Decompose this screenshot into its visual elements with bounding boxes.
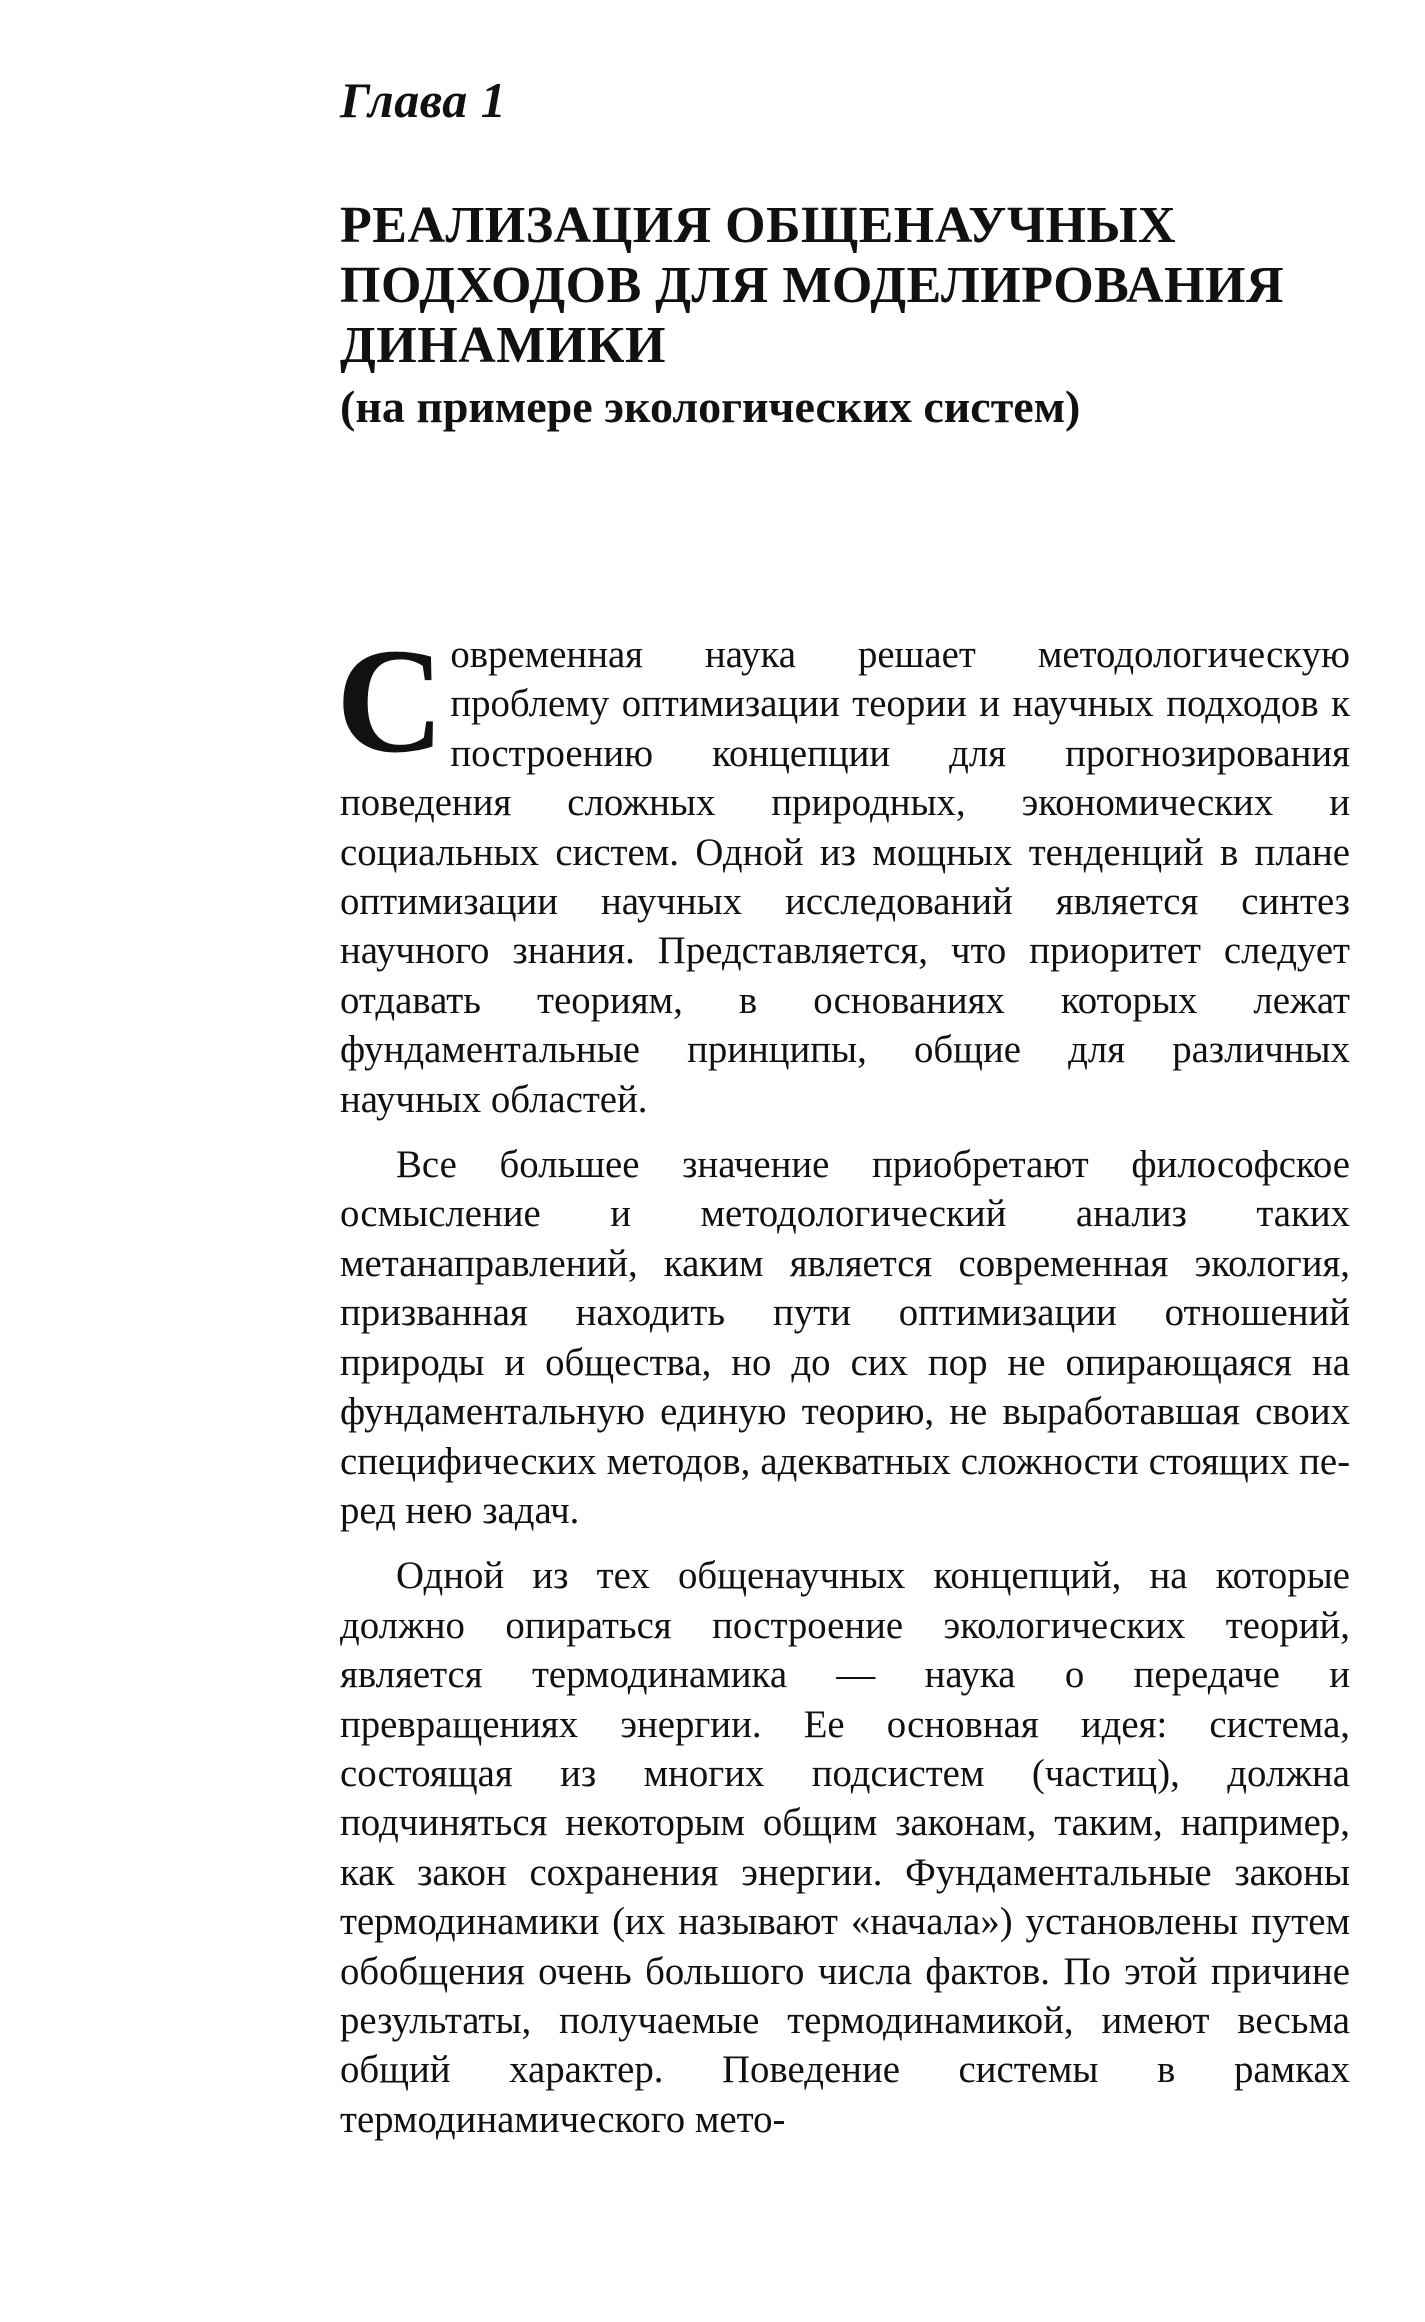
- paragraph-3: Одной из тех общенаучных концепций, на которые должно опираться построение экологических теорий, является термодинамика — наука о передаче и превращениях энергии. Ее основная идея: система, состоящая из многих подсистем (частиц), должна подчиняться некоторым общим законам, таким, например, как закон сохранения энергии. Фундаментальные законы термодинамики (их называют «начала») установлены путем обобщения очень большого числа фактов. По этой причине результаты, получаемые термодинамикой, имеют весьма общий характер. Поведение системы в рамках термодинамического мето-: [340, 1554, 1350, 2141]
- chapter-title: РЕАЛИЗАЦИЯ ОБЩЕНАУЧНЫХ ПОДХОДОВ ДЛЯ МОДЕЛИРОВАНИЯ ДИНАМИКИ: [340, 197, 1285, 374]
- book-page: [336, 70, 1370, 2141]
- paragraph-1: [336, 618, 1350, 1124]
- chapter-label: Глава 1: [340, 72, 507, 128]
- chapter-subtitle: (на примере экологических систем): [340, 381, 1081, 432]
- paragraph-2: Все большее значение приобретают философское осмысление и методологический анализ таких метанаправлений, каким является современная экология, призванная находить пути оптимизации отношений природы и общества, но до сих пор не опирающаяся на фундаментальную единую теорию, не выработавшая своих специфических методов, адекватных сложности стоящих перед нею задач.: [340, 1143, 1350, 1532]
- body-text: [336, 618, 1350, 2160]
- paragraph-1-text: овременная наука решает методологическую проблему оптимизации теории и научных подходов к построению концепции для прогнозирования поведения сложных природных, экономических и социальных систем. Одной из мощных тенденций в плане оптимизации научных исследований является синтез научного знания. Представляется, что приоритет следует отдавать теориям, в основаниях которых лежат фундаментальные принципы, общие для различных научных областей.: [340, 633, 1350, 1121]
- drop-cap: С: [336, 618, 445, 784]
